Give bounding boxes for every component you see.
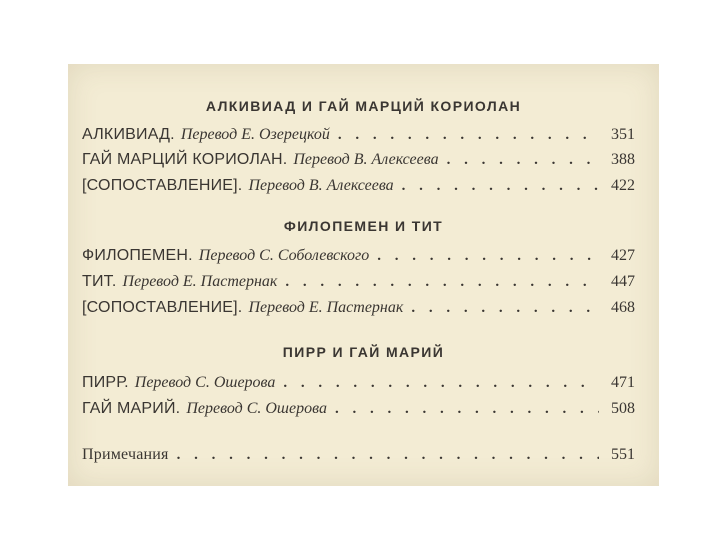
translator: Перевод Е. Пастернак: [248, 299, 404, 316]
translator: Перевод Е. Пастернак: [122, 273, 278, 290]
section-title: ПИРР И ГАЙ МАРИЙ: [282, 344, 445, 360]
page-number: 388: [611, 151, 635, 168]
notes-label: Примечания: [82, 446, 169, 463]
toc-entry: [82, 273, 635, 297]
leader-dots: [411, 300, 599, 317]
book-page: [68, 64, 659, 486]
leader-dots: [402, 178, 599, 195]
toc-entry: [82, 126, 635, 150]
leader-dots: [377, 248, 599, 265]
part-name: ТИТ.: [82, 273, 117, 290]
toc-entry: [82, 400, 635, 424]
leader-dots: [338, 127, 599, 144]
translator: Перевод С. Ошерова: [134, 374, 276, 391]
toc-entry: [82, 299, 635, 323]
part-name: ГАЙ МАРИЙ.: [82, 400, 181, 417]
part-name: [СОПОСТАВЛЕНИЕ].: [82, 177, 243, 194]
page-number: 447: [611, 273, 635, 290]
page-number: 351: [611, 126, 635, 143]
page-number: 471: [611, 374, 635, 391]
leader-dots: [177, 447, 599, 464]
translator: Перевод В. Алексеева: [248, 177, 394, 194]
translator: Перевод Е. Озерецкой: [180, 126, 330, 143]
page-number: 422: [611, 177, 635, 194]
toc-entry: [82, 374, 635, 398]
translator: Перевод С. Соболевского: [198, 247, 370, 264]
part-name: ГАЙ МАРЦИЙ КОРИОЛАН.: [82, 151, 288, 168]
part-name: [СОПОСТАВЛЕНИЕ].: [82, 299, 243, 316]
page-number: 551: [611, 446, 635, 463]
part-name: ПИРР.: [82, 374, 129, 391]
page-number: 468: [611, 299, 635, 316]
toc-entry: [82, 151, 635, 175]
leader-dots: [283, 375, 599, 392]
page-number: 427: [611, 247, 635, 264]
leader-dots: [335, 401, 599, 418]
part-name: ФИЛОПЕМЕН.: [82, 247, 193, 264]
notes-entry: [82, 446, 635, 470]
section-title: ФИЛОПЕМЕН И ТИТ: [283, 218, 444, 234]
leader-dots: [285, 274, 599, 291]
page-number: 508: [611, 400, 635, 417]
toc-entry: [82, 247, 635, 271]
part-name: АЛКИВИАД.: [82, 126, 175, 143]
translator: Перевод В. Алексеева: [293, 151, 439, 168]
leader-dots: [447, 152, 599, 169]
translator: Перевод С. Ошерова: [186, 400, 327, 417]
section-title: АЛКИВИАД И ГАЙ МАРЦИЙ КОРИОЛАН: [205, 98, 522, 114]
toc-entry: [82, 177, 635, 201]
